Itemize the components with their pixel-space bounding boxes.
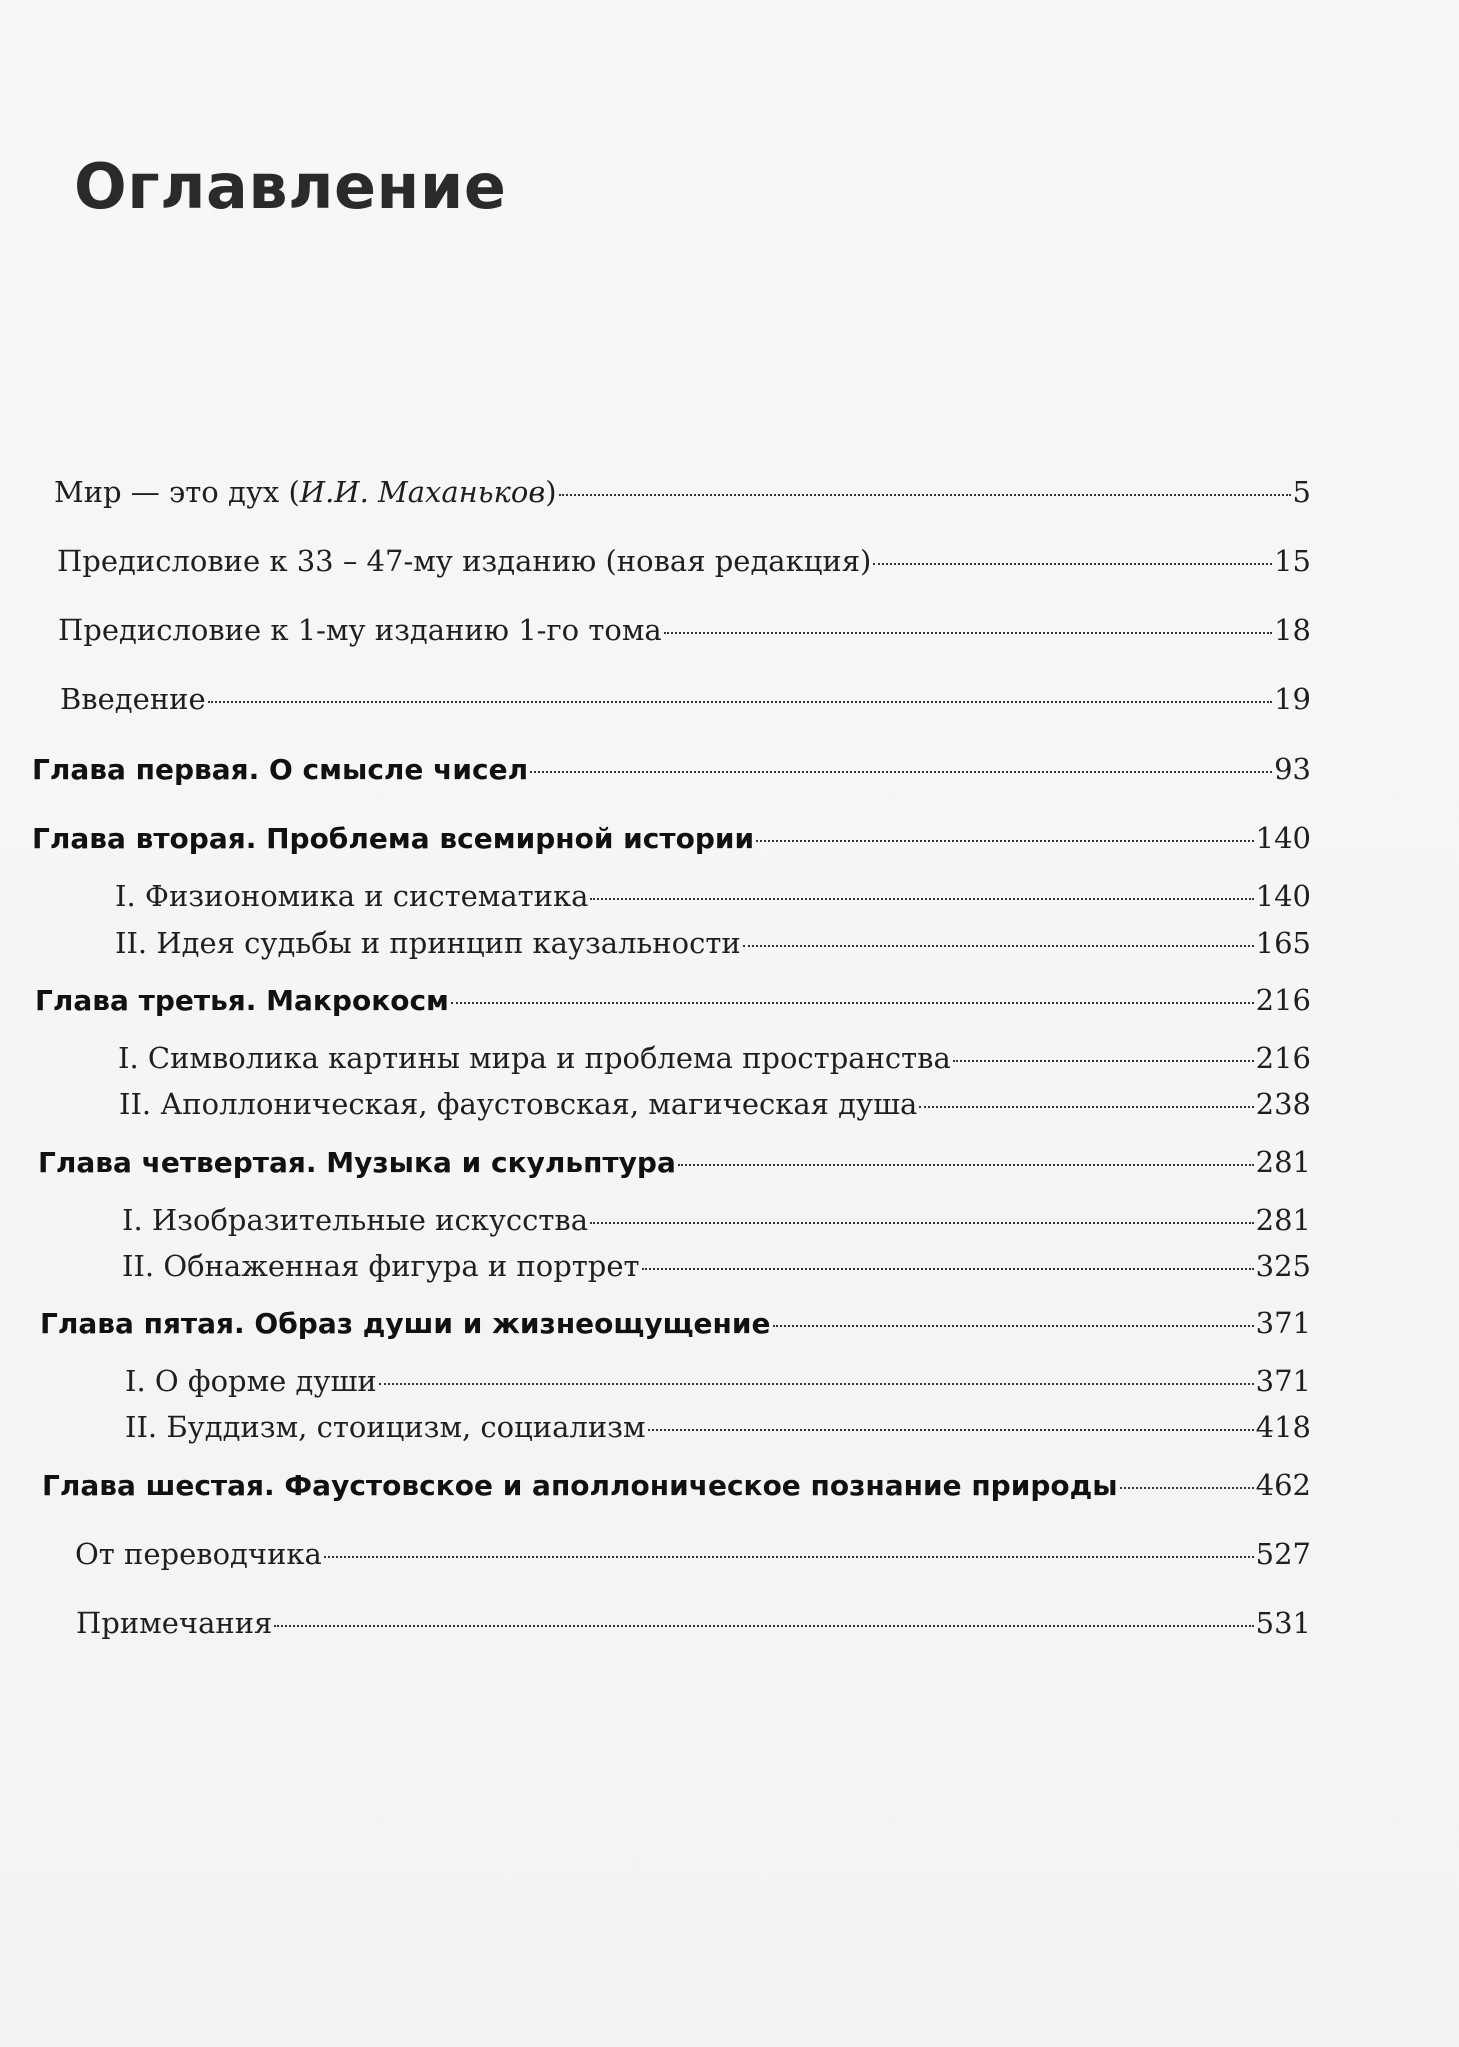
toc-entry-label: I. Символика картины мира и проблема пространства	[118, 1041, 951, 1075]
page-title: Оглавление	[74, 150, 507, 223]
dot-leader	[773, 1325, 1254, 1327]
toc-page-number: 281	[1255, 1145, 1311, 1179]
toc-entry-label: Мир — это дух (И.И. Маханьков)	[54, 475, 557, 509]
toc-page-number: 216	[1255, 1041, 1311, 1075]
dot-leader	[873, 563, 1272, 565]
dot-leader	[208, 701, 1272, 703]
dot-leader	[743, 945, 1254, 947]
toc-chapter-2	[32, 820, 1311, 857]
dot-leader	[590, 898, 1253, 900]
toc-page-number: 216	[1255, 983, 1311, 1017]
toc-chapter-6	[42, 1467, 1311, 1504]
toc-page-number: 5	[1292, 475, 1311, 509]
dot-leader	[379, 1383, 1254, 1385]
toc-page-number: 418	[1255, 1410, 1311, 1444]
dot-leader	[324, 1556, 1254, 1558]
toc-entry-label: I. Физиономика и систематика	[115, 879, 589, 913]
toc-entry-label: Предисловие к 1-му изданию 1-го тома	[58, 613, 662, 647]
toc-page-number: 165	[1255, 926, 1311, 960]
toc-entry-foreword-makhankov	[54, 474, 1311, 510]
toc-entry-label: Глава пятая. Образ души и жизнеощущение	[40, 1307, 771, 1340]
toc-entry-preface-33-47	[57, 543, 1311, 579]
toc-page-number: 19	[1274, 682, 1311, 716]
dot-leader	[648, 1429, 1254, 1431]
toc-entry-preface-1	[58, 612, 1311, 648]
dot-leader	[756, 840, 1253, 842]
toc-entry-label: Глава первая. О смысле чисел	[32, 753, 529, 786]
dot-leader	[274, 1625, 1253, 1627]
toc-page-number: 462	[1255, 1468, 1311, 1502]
dot-leader	[953, 1060, 1254, 1062]
toc-entry-translator	[75, 1536, 1311, 1572]
dot-leader	[642, 1268, 1254, 1270]
dot-leader	[530, 771, 1272, 773]
toc-entry-label: Глава вторая. Проблема всемирной истории	[32, 822, 755, 855]
toc-page-number: 15	[1274, 544, 1311, 578]
toc-page-number: 325	[1255, 1249, 1311, 1283]
toc-section-2-2	[115, 925, 1311, 961]
toc-entry-label: II. Обнаженная фигура и портрет	[122, 1249, 640, 1283]
toc-entry-label: I. О форме души	[125, 1364, 377, 1398]
toc-entry-notes	[76, 1605, 1311, 1641]
toc-page-number: 527	[1255, 1537, 1311, 1571]
toc-entry-label: Примечания	[76, 1606, 273, 1640]
toc-section-3-1	[118, 1040, 1311, 1076]
toc-section-3-2	[119, 1086, 1311, 1122]
toc-page-number: 93	[1274, 752, 1311, 786]
toc-entry-label: II. Аполлоническая, фаустовская, магическая душа	[119, 1087, 918, 1121]
dot-leader	[451, 1002, 1254, 1004]
toc-entry-introduction	[60, 681, 1311, 717]
toc-page-number: 371	[1255, 1364, 1311, 1398]
toc-entry-label: Глава шестая. Фаустовское и аполлоническое познание природы	[42, 1469, 1118, 1502]
toc-page-number: 140	[1255, 821, 1311, 855]
dot-leader	[559, 494, 1291, 496]
toc-section-5-1	[125, 1363, 1311, 1399]
toc-section-5-2	[125, 1409, 1311, 1445]
toc-chapter-1	[32, 751, 1311, 788]
toc-entry-label: Глава четвертая. Музыка и скульптура	[38, 1146, 676, 1179]
toc-page-number: 281	[1255, 1203, 1311, 1237]
toc-chapter-5	[40, 1305, 1311, 1342]
toc-entry-label: От переводчика	[75, 1537, 322, 1571]
toc-chapter-4	[38, 1144, 1311, 1181]
dot-leader	[1120, 1487, 1254, 1489]
dot-leader	[919, 1106, 1253, 1108]
toc-section-4-2	[122, 1248, 1311, 1284]
toc-section-2-1	[115, 878, 1311, 914]
toc-entry-label: Введение	[60, 682, 206, 716]
toc-entry-label: Предисловие к 33 – 47-му изданию (новая редакция)	[57, 544, 872, 578]
toc-entry-label: Глава третья. Макрокосм	[35, 984, 449, 1017]
dot-leader	[678, 1164, 1254, 1166]
dot-leader	[664, 632, 1272, 634]
toc-entry-label: I. Изобразительные искусства	[122, 1203, 589, 1237]
toc-page-number: 18	[1274, 613, 1311, 647]
dot-leader	[590, 1222, 1254, 1224]
toc-section-4-1	[122, 1202, 1311, 1238]
toc-page-number: 238	[1255, 1087, 1311, 1121]
toc-page-number: 140	[1255, 879, 1311, 913]
toc-page-number: 371	[1255, 1306, 1311, 1340]
toc-page-number: 531	[1255, 1606, 1311, 1640]
toc-chapter-3	[35, 982, 1311, 1019]
toc-entry-label: II. Идея судьбы и принцип каузальности	[115, 926, 741, 960]
toc-entry-label: II. Буддизм, стоицизм, социализм	[125, 1410, 646, 1444]
